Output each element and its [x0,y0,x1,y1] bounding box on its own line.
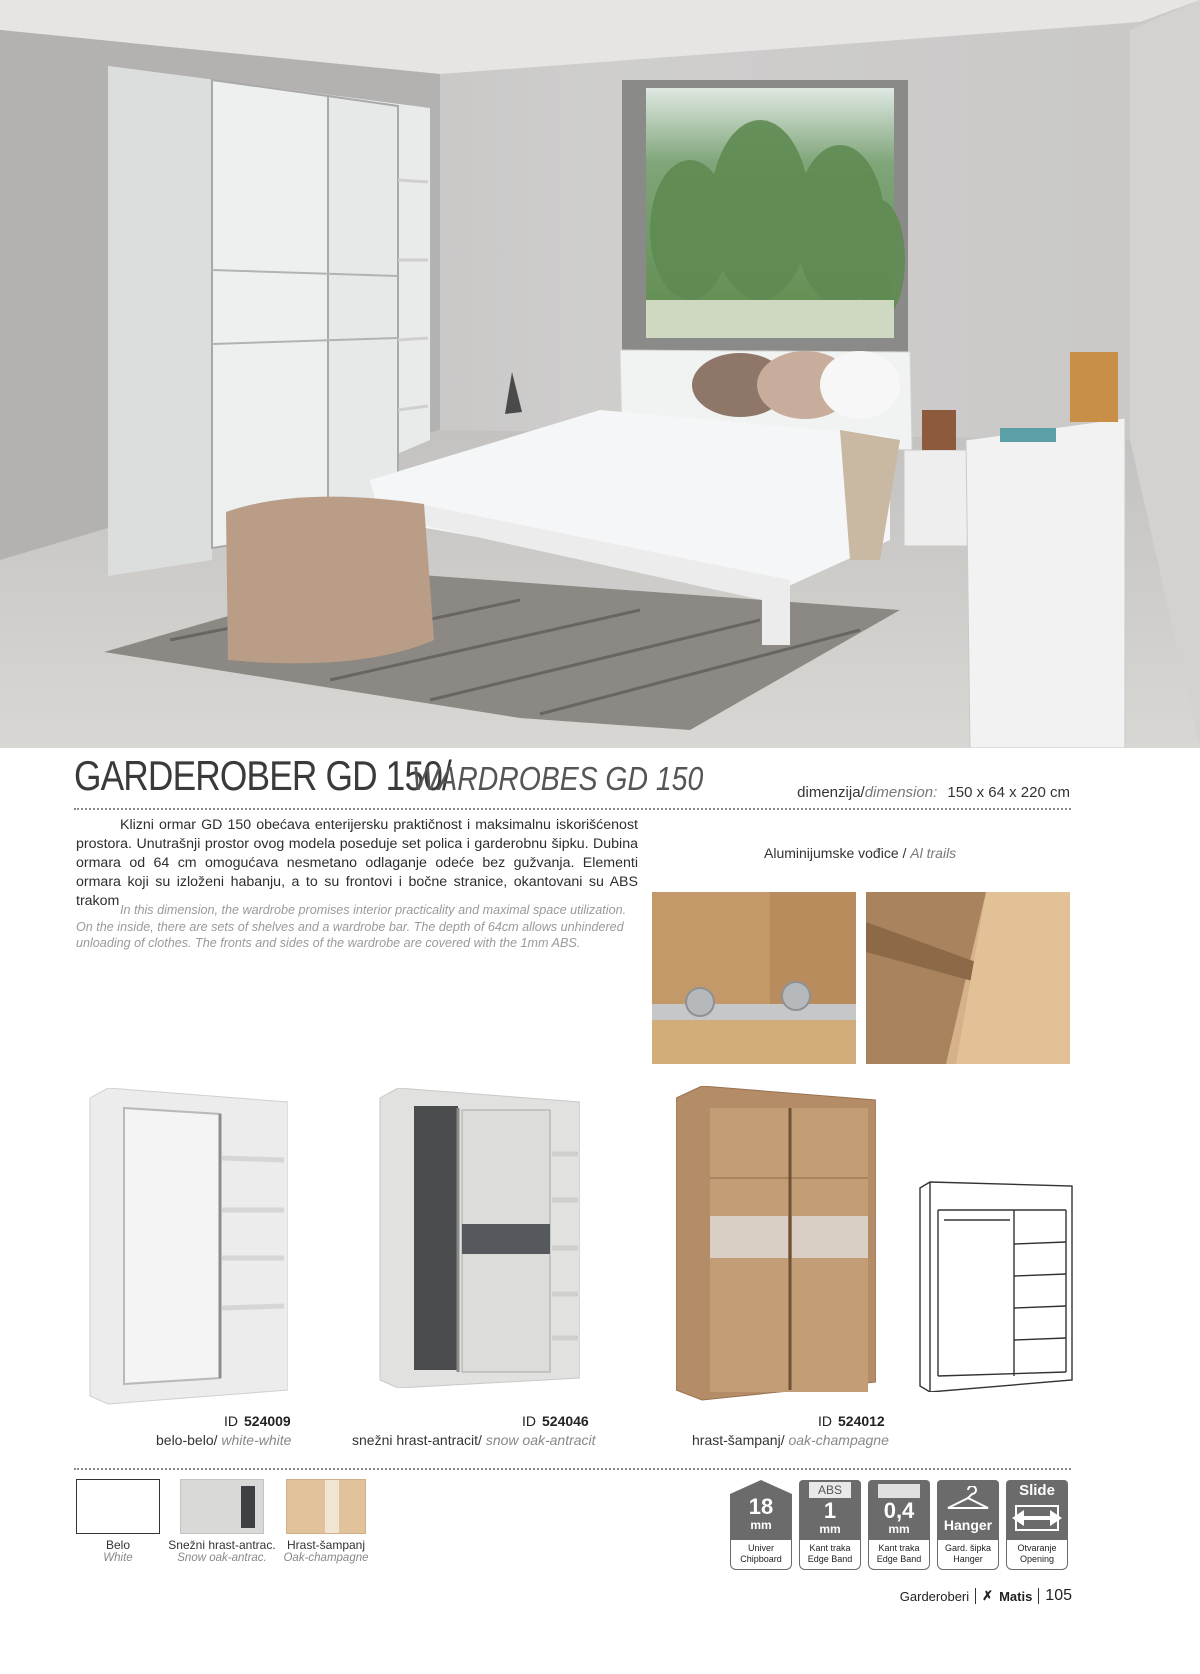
divider-bottom [74,1468,1071,1470]
badge-chipboard: 18 mm Univer Chipboard [730,1480,792,1570]
product-id-524012: ID 524012 [818,1413,885,1429]
product-image-524046 [378,1088,580,1388]
rails-label: Aluminijumske vođice / Al trails [764,845,957,861]
dimension-label: dimenzija/ [797,784,865,801]
badge-pvc-edge: 0,4 mm Kant traka Edge Band [868,1480,930,1570]
product-id-524009: ID 524009 [224,1413,291,1429]
badge-hanger: Hanger Gard. šipka Hanger [937,1480,999,1570]
swatch-white [76,1479,160,1534]
badge-slide-opening: Slide Otvaranje Opening [1006,1480,1068,1570]
champagne-strip [325,1480,339,1533]
product-image-524009 [88,1088,288,1406]
page-number: 105 [1045,1587,1072,1604]
footer-brand: Matis [999,1588,1033,1604]
swatch-oak-champagne [286,1479,366,1534]
product-id-524046: ID 524046 [522,1413,589,1429]
antracit-strip [241,1486,255,1528]
page-footer [900,1587,1072,1605]
footer-section: Garderoberi [899,1588,970,1604]
rail-detail-photo-2 [866,892,1070,1064]
page-title [74,752,704,808]
title-main: GARDEROBER GD 150/ [74,752,452,799]
product-name-524009: belo-belo/ white-white [156,1432,292,1448]
product-image-524012 [676,1086,876,1402]
product-name-524046: snežni hrast-antracit/ snow oak-antracit [352,1432,596,1448]
swatch-snow-oak-label: Snežni hrast-antrac. Snow oak-antrac. [168,1538,276,1564]
swatch-white-label: Belo White [103,1538,133,1564]
dimension [797,784,1070,801]
title-sub: WARDROBES GD 150 [412,760,704,797]
matis-logo-icon: ✗ [982,1588,994,1603]
slide-arrows-icon [1010,1500,1064,1536]
wardrobe-interior-drawing [918,1180,1074,1392]
hanger-icon [945,1486,991,1512]
dimension-value: 150 x 64 x 220 cm [947,784,1070,801]
hero-bedroom-photo [0,0,1200,748]
swatch-oak-champagne-label: Hrast-šampanj Oak-champagne [283,1538,369,1564]
rail-detail-photo-1 [652,892,856,1064]
swatch-snow-oak-antracit [180,1479,264,1534]
description-sr: Klizni ormar GD 150 obećava enterijersku praktičnost i maksimalnu iskorišćenost prostora. Unutrašnji prostor ovog modela poseduje set polica i garderobnu šipku. Dubina ormara od 64 cm omogućava nesmetano odlaganje odeće bez gužvanja. Elementi ormara koji su izloženi habanju, a to su frontovi i bočne stranice, okantovani su ABS trakom [76,817,638,909]
divider-top [74,808,1071,810]
dimension-label-en: dimension: [864,784,938,801]
description-en: In this dimension, the wardrobe promises interior practicality and maximal space utilization. On the inside, there are sets of shelves and a wardrobe bar. The depth of 64cm allows unhindered unloading of clothes. The fronts and sides of the wardrobe are covered with the 1mm ABS. [76,903,627,950]
product-name-524012: hrast-šampanj/ oak-champagne [692,1432,889,1448]
badge-abs-edge: ABS 1 mm Kant traka Edge Band [799,1480,861,1570]
